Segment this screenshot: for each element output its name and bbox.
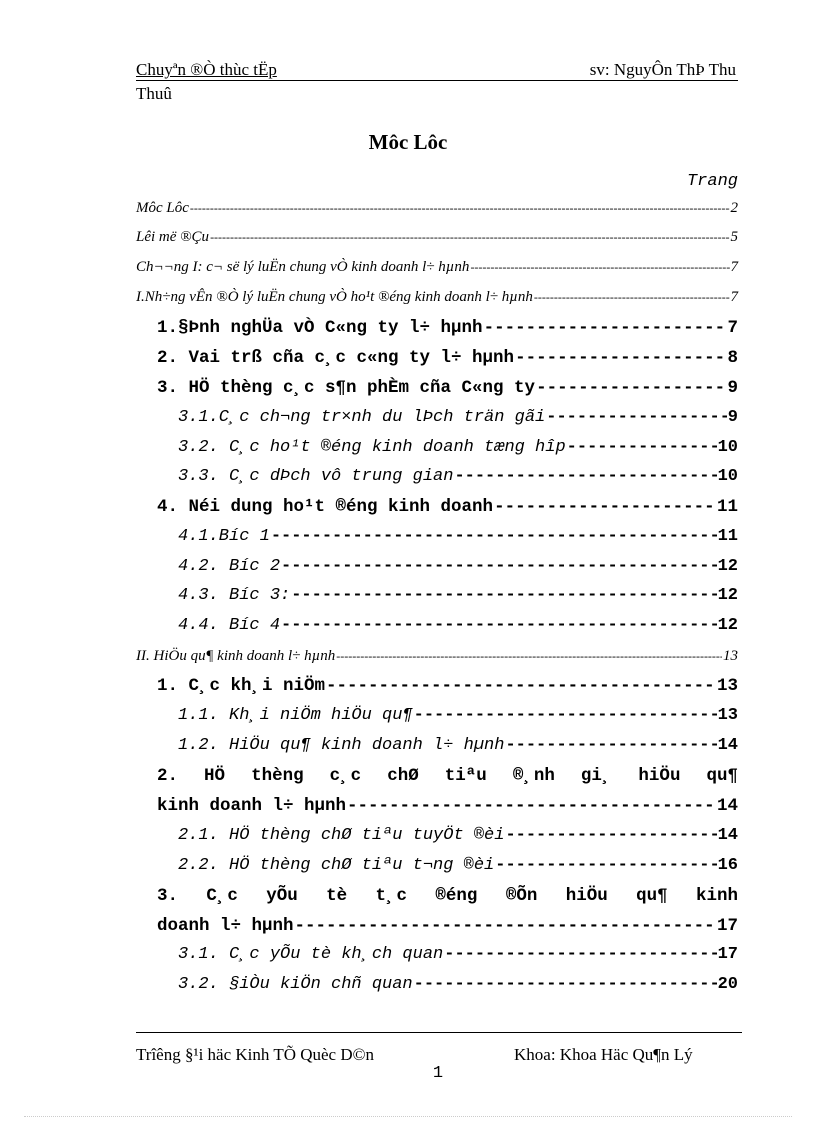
toc-entry-text: 1.2. HiÖu qu¶ kinh doanh l÷ hµnh [178, 736, 505, 755]
toc-entry-text: 1.1. Kh¸i niÖm hiÖu qu¶ [178, 706, 413, 725]
toc-entry-page: 7 [730, 259, 738, 275]
toc-entry-page: 9 [727, 408, 738, 427]
toc-entry-text: Lêi më ®Çu [136, 229, 210, 245]
toc-entry [178, 616, 738, 635]
toc-entry [178, 736, 738, 755]
toc-entry [136, 289, 738, 306]
toc-entry-text: 1. C¸c kh¸i niÖm [157, 676, 326, 696]
toc-entry-text: Ch¬¬ng I: c¬ së lý luËn chung vÒ kinh doanh l÷ hµnh [136, 259, 470, 275]
toc-entry-page: 12 [717, 557, 738, 576]
toc-entry-text: 3.1. C¸c yÕu tè kh¸ch quan [178, 945, 444, 964]
toc-entry-page: 12 [717, 586, 738, 605]
toc-entry-page: 14 [716, 796, 738, 816]
page-title: Môc Lôc [368, 130, 448, 154]
toc-entry-text: 3.2. §iÒu kiÖn chñ quan [178, 975, 413, 994]
toc-entry-page: 2 [730, 200, 738, 216]
trang-label: Trang [686, 172, 738, 191]
toc-entry-text: 3. C¸c yÕu tè t¸c ®éng ®Õn hiÖu qu¶ kinh [157, 886, 738, 906]
toc-entry-page: 13 [717, 706, 738, 725]
toc-entry-text: 2.2. HÖ thèng chØ tiªu t¬ng ®èi [178, 856, 495, 875]
toc-entry-page: 13 [716, 676, 738, 696]
header-left: Chuyªn ®Ò thùc tËp [136, 60, 277, 79]
toc-entry-page: 16 [717, 856, 738, 875]
toc-entry-text: 4.4. Bíc 4 [178, 616, 281, 635]
toc-entry [178, 586, 738, 605]
toc-entry-page: 17 [717, 945, 738, 964]
toc-entry [136, 648, 738, 665]
toc-entry-text: 1.§Þnh nghÜa vÒ C«ng ty l÷ hµnh [157, 318, 483, 338]
toc-entry-page: 17 [716, 916, 738, 936]
toc-entry-page: 5 [730, 229, 738, 245]
footer-rule [136, 1032, 742, 1033]
toc-entry-text: Môc Lôc [136, 200, 189, 216]
toc-entry [178, 975, 738, 994]
footer-left: Trîêng §¹i häc Kinh TÕ Quèc D©n [136, 1045, 375, 1064]
toc-entry [178, 826, 738, 845]
toc-entry [157, 318, 738, 338]
toc-entry-page: 12 [717, 616, 738, 635]
toc-entry-text: I.Nh÷ng vÊn ®Ò lý luËn chung vÒ ho¹t ®éng kinh doanh l÷ hµnh [136, 289, 533, 305]
header-line2: Thuû [136, 84, 172, 103]
toc-entry [178, 945, 738, 964]
toc-entry-text: 2.1. HÖ thèng chØ tiªu tuyÖt ®èi [178, 826, 505, 845]
toc-entry [178, 856, 738, 875]
page-edge-divider [24, 1116, 792, 1117]
toc-entry-text: 3.2. C¸c ho¹t ®éng kinh doanh tæng hîp [178, 438, 566, 457]
toc-entry-text: II. HiÖu qu¶ kinh doanh l÷ hµnh [136, 648, 336, 664]
toc-entry-page: 14 [717, 826, 738, 845]
toc-entry [157, 796, 738, 816]
toc-entry-page: 8 [727, 348, 738, 368]
toc-entry-page: 10 [717, 467, 738, 486]
toc-entry-text: 4.1.Bíc 1 [178, 527, 270, 546]
toc-entry-text: 3.3. C¸c dÞch vô trung gian [178, 467, 454, 486]
toc-entry-text: 3. HÖ thèng c¸c s¶n phÈm cña C«ng ty [157, 378, 536, 398]
toc-entry-page: 10 [717, 438, 738, 457]
toc-entry [157, 497, 738, 517]
toc-entry [136, 229, 738, 246]
toc-entry [157, 676, 738, 696]
toc-entry [178, 527, 738, 546]
toc-entry-page: 14 [717, 736, 738, 755]
toc-entry [178, 467, 738, 486]
toc-entry-text: 2. HÖ thèng c¸c chØ tiªu ®¸nh gi¸ hiÖu qu¶ [157, 766, 738, 786]
toc-entry-page: 7 [730, 289, 738, 305]
toc-entry [157, 348, 738, 368]
header-right: sv: NguyÔn ThÞ Thu [589, 60, 736, 79]
toc-entry-text: 4. Néi dung ho¹t ®éng kinh doanh [157, 497, 494, 517]
toc-entry [136, 259, 738, 276]
toc-entry-page: 9 [727, 378, 738, 398]
toc-entry-page: 20 [717, 975, 738, 994]
toc-entry [178, 557, 738, 576]
toc-entry-page: 13 [723, 648, 738, 664]
toc-entry [178, 706, 738, 725]
toc-entry-text: 4.2. Bíc 2 [178, 557, 281, 576]
toc-entry-text: kinh doanh l÷ hµnh [157, 796, 347, 816]
toc-entry-text: doanh l÷ hµnh [157, 916, 294, 936]
toc-entry-text: 4.3. Bíc 3: [178, 586, 291, 605]
toc-entry-page: 11 [717, 527, 738, 546]
toc-entry-text: 3.1.C¸c ch¬ng tr×nh du lÞch trän gãi [178, 408, 546, 427]
toc-entry [136, 200, 738, 217]
toc-entry-page: 7 [727, 318, 738, 338]
toc-entry-text: 2. Vai trß cña c¸c c«ng ty l÷ hµnh [157, 348, 515, 368]
toc-entry-page: 11 [716, 497, 738, 517]
toc-entry [178, 438, 738, 457]
toc-entry [157, 916, 738, 936]
toc-entry [157, 378, 738, 398]
page-header [136, 60, 738, 81]
page-number: 1 [432, 1064, 444, 1083]
toc-entry [178, 408, 738, 427]
footer-right: Khoa: Khoa Häc Qu¶n Lý [514, 1045, 693, 1064]
